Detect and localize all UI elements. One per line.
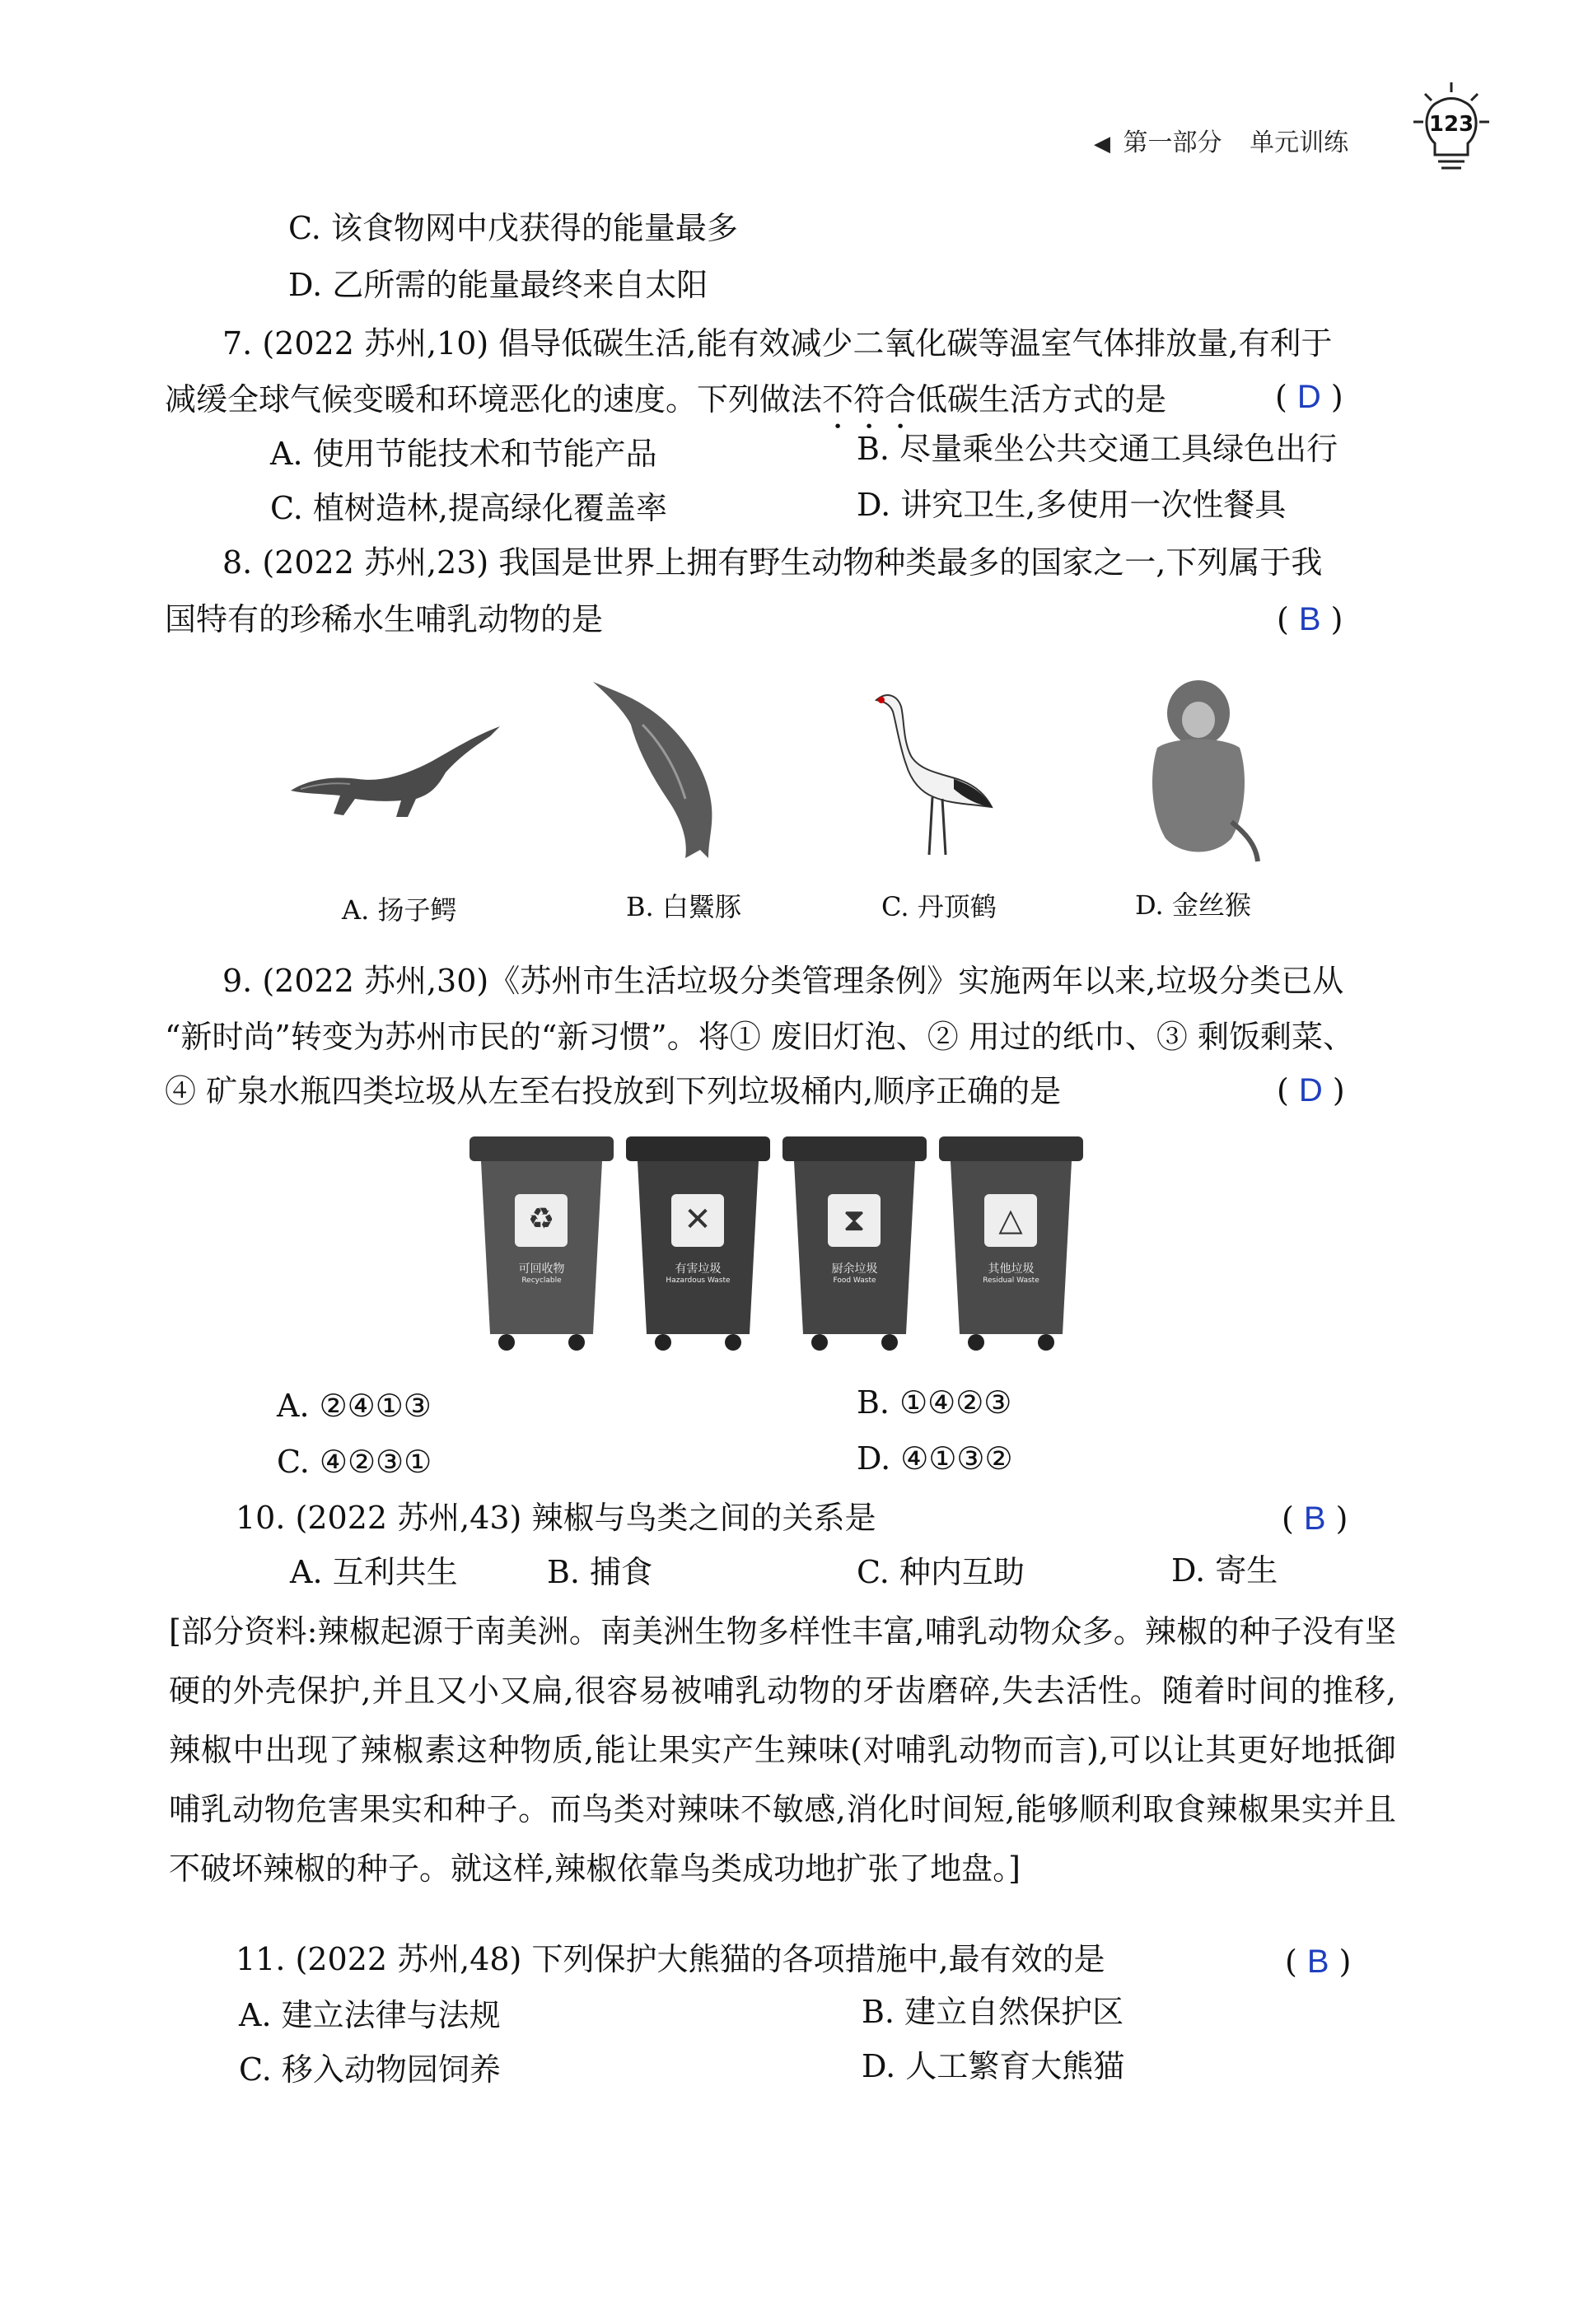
bin-label-hazardous: 有害垃圾 Hazardous Waste [666, 1262, 731, 1285]
q8-caption-b: B. 白鱀豚 [626, 891, 741, 922]
golden-monkey-image [1133, 674, 1264, 863]
q7-option-d: D. 讲究卫生,多使用一次性餐具 [857, 487, 1287, 523]
q9-stem-line1: 9. (2022 苏州,30)《苏州市生活垃圾分类管理条例》实施两年以来,垃圾分类已从 [222, 963, 1344, 999]
header-part: 第一部分 [1123, 128, 1222, 157]
dolphin-image [585, 675, 733, 865]
q9-option-b: B. ①④②③ [857, 1384, 1012, 1421]
q10-option-b: B. 捕食 [547, 1554, 653, 1590]
bin-residual [939, 1136, 1083, 1351]
q11-option-d: D. 人工繁育大熊猫 [862, 2048, 1125, 2084]
q7-stem-part-a: 减缓全球气候变暖和环境恶化的速度。下列做法 [165, 381, 823, 418]
crane-image [863, 682, 1003, 863]
svg-text:△: △ [998, 1202, 1023, 1238]
q11-answer: B [1306, 1944, 1329, 1980]
q9-answer-bracket: ( D ) [1277, 1072, 1345, 1108]
garbage-bins [469, 1136, 1087, 1351]
header-nav [1094, 122, 1348, 158]
q9-answer: D [1298, 1072, 1323, 1108]
q11-answer-bracket: ( B ) [1285, 1944, 1352, 1980]
q7-option-a: A. 使用节能技术和节能产品 [270, 436, 657, 472]
q8-caption-a: A. 扬子鳄 [342, 894, 457, 926]
q7-stem-part-b: 低碳生活方式的是 [916, 381, 1167, 418]
bin-label-residual: 其他垃圾 Residual Waste [983, 1262, 1039, 1285]
svg-text:⧗: ⧗ [843, 1202, 866, 1238]
back-arrow-icon: ◀︎ [1094, 132, 1110, 156]
q11-option-b: B. 建立自然保护区 [862, 1994, 1124, 2030]
q11-option-c: C. 移入动物园饲养 [239, 2051, 501, 2088]
q9-stem-line3: ④ 矿泉水瓶四类垃圾从左至右投放到下列垃圾桶内,顺序正确的是 [165, 1073, 1062, 1109]
q8-caption-c: C. 丹顶鹤 [881, 891, 997, 922]
q7-stem-line2 [165, 381, 1166, 436]
q8-caption-d: D. 金丝猴 [1135, 889, 1251, 921]
q10-background-note: [部分资料:辣椒起源于南美洲。南美洲生物多样性丰富,哺乳动物众多。辣椒的种子没有坚硬的外壳保护,并且又小又扁,很容易被哺乳动物的牙齿磨碎,失去活性。随着时间的推移,辣椒中出现了辣椒素这种物质,能让果实产生辣味(对哺乳动物而言),可以让其更好地抵御哺乳动物危害果实和种子。而鸟类对辣味不敏感,消化时间短,能够顺利取食辣椒果实并且不破坏辣椒的种子。就这样,辣椒依靠鸟类成功地扩张了地盘。] [169, 1613, 1396, 1887]
q7-option-c: C. 植树造林,提高绿化覆盖率 [270, 490, 667, 526]
q10-stem: 10. (2022 苏州,43) 辣椒与鸟类之间的关系是 [236, 1500, 876, 1536]
page-number: 123 [1428, 112, 1474, 137]
q11-stem: 11. (2022 苏州,48) 下列保护大熊猫的各项措施中,最有效的是 [236, 1941, 1105, 1977]
bin-label-recyclable: 可回收物 Recyclable [518, 1262, 565, 1285]
q10-option-d: D. 寄生 [1171, 1552, 1278, 1589]
header-unit: 单元训练 [1250, 128, 1349, 157]
q7-answer-bracket: ( D ) [1275, 379, 1343, 415]
q8-stem-line1: 8. (2022 苏州,23) 我国是世界上拥有野生动物种类最多的国家之一,下列属于我 [222, 544, 1323, 581]
q8-answer-bracket: ( B ) [1277, 601, 1343, 637]
q6-option-d: D. 乙所需的能量最终来自太阳 [288, 267, 708, 303]
q9-option-c: C. ④②③① [277, 1444, 432, 1480]
q7-answer: D [1296, 379, 1321, 415]
bin-food [782, 1136, 927, 1351]
bin-hazardous [626, 1136, 770, 1351]
svg-text:✕: ✕ [684, 1201, 712, 1239]
q6-option-c: C. 该食物网中戊获得的能量最多 [288, 210, 738, 246]
q10-answer-bracket: ( B ) [1282, 1500, 1348, 1537]
q8-answer: B [1298, 601, 1321, 637]
bin-label-food: 厨余垃圾 Food Waste [831, 1262, 878, 1285]
q7-stem-line1: 7. (2022 苏州,10) 倡导低碳生活,能有效减少二氧化碳等温室气体排放量,有利于 [222, 325, 1333, 362]
q9-stem-line2: “新时尚”转变为苏州市民的“新习惯”。将① 废旧灯泡、② 用过的纸巾、③ 剩饭剩菜、 [165, 1019, 1354, 1055]
q10-option-a: A. 互利共生 [290, 1554, 458, 1590]
q9-option-a: A. ②④①③ [277, 1388, 432, 1424]
alligator-image [284, 708, 507, 840]
q10-option-c: C. 种内互助 [857, 1554, 1025, 1590]
bin-recyclable [469, 1136, 614, 1351]
q8-stem-line2: 国特有的珍稀水生哺乳动物的是 [165, 601, 604, 637]
q7-option-b: B. 尽量乘坐公共交通工具绿色出行 [857, 431, 1338, 467]
svg-text:♻: ♻ [527, 1202, 555, 1236]
page-number-bulb-icon [1410, 79, 1493, 178]
q10-answer: B [1303, 1500, 1326, 1537]
q11-option-a: A. 建立法律与法规 [239, 1997, 501, 2033]
q9-option-d: D. ④①③② [857, 1440, 1013, 1477]
q7-stem-emphasis: 不符合 [822, 381, 917, 418]
